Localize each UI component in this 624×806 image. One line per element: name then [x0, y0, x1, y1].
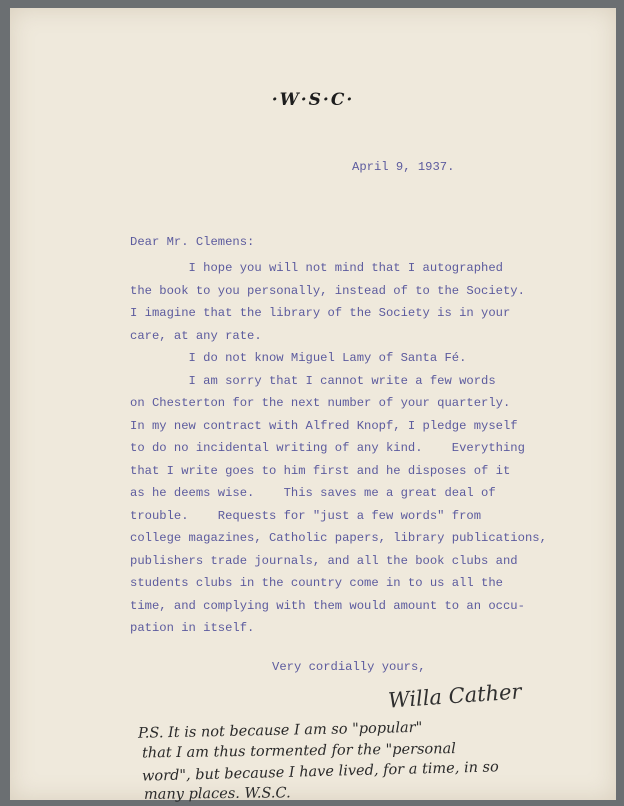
body-line: I am sorry that I cannot write a few words	[130, 373, 496, 388]
postscript-line: P.S. It is not because I am so "popular"	[137, 719, 423, 742]
handwritten-postscript	[138, 720, 499, 804]
body-line: care, at any rate.	[130, 328, 262, 343]
body-line: as he deems wise. This saves me a great deal of	[130, 486, 496, 500]
body-line: I hope you will not mind that I autographed	[130, 261, 503, 275]
body-line: trouble. Requests for "just a few words" from	[130, 508, 482, 523]
letterhead-monogram: ·W·S·C·	[271, 90, 355, 110]
body-line: I imagine that the library of the Society is in your	[130, 306, 511, 320]
body-line: publishers trade journals, and all the book clubs and	[130, 553, 518, 568]
postscript-line: that I am thus tormented for the "personal	[141, 741, 456, 762]
body-line: time, and complying with them would amount to an occu-	[130, 598, 525, 613]
body-line: that I write goes to him first and he disposes of it	[130, 463, 511, 478]
body-line: I do not know Miguel Lamy of Santa Fé.	[130, 351, 467, 365]
body-line: to do no incidental writing of any kind. Everything	[130, 441, 525, 455]
postscript-line: many places. W.S.C.	[143, 785, 291, 803]
body-line: students clubs in the country come in to us all the	[130, 576, 503, 590]
postscript-line: word", but because I have lived, for a time, in so	[141, 759, 499, 785]
letter-body	[130, 257, 547, 640]
body-line: on Chesterton for the next number of your quarterly.	[130, 396, 511, 410]
body-line: In my new contract with Alfred Knopf, I pledge myself	[130, 418, 518, 433]
body-line: pation in itself.	[130, 621, 255, 635]
handwritten-signature: Willa Cather	[387, 679, 523, 713]
body-line: college magazines, Catholic papers, library publications,	[130, 531, 547, 545]
letter-closing: Very cordially yours,	[272, 660, 426, 674]
letter-page	[10, 8, 616, 803]
body-line: the book to you personally, instead of to the Society.	[130, 283, 525, 298]
letter-date: April 9, 1937.	[352, 160, 455, 174]
letter-salutation: Dear Mr. Clemens:	[130, 235, 255, 249]
